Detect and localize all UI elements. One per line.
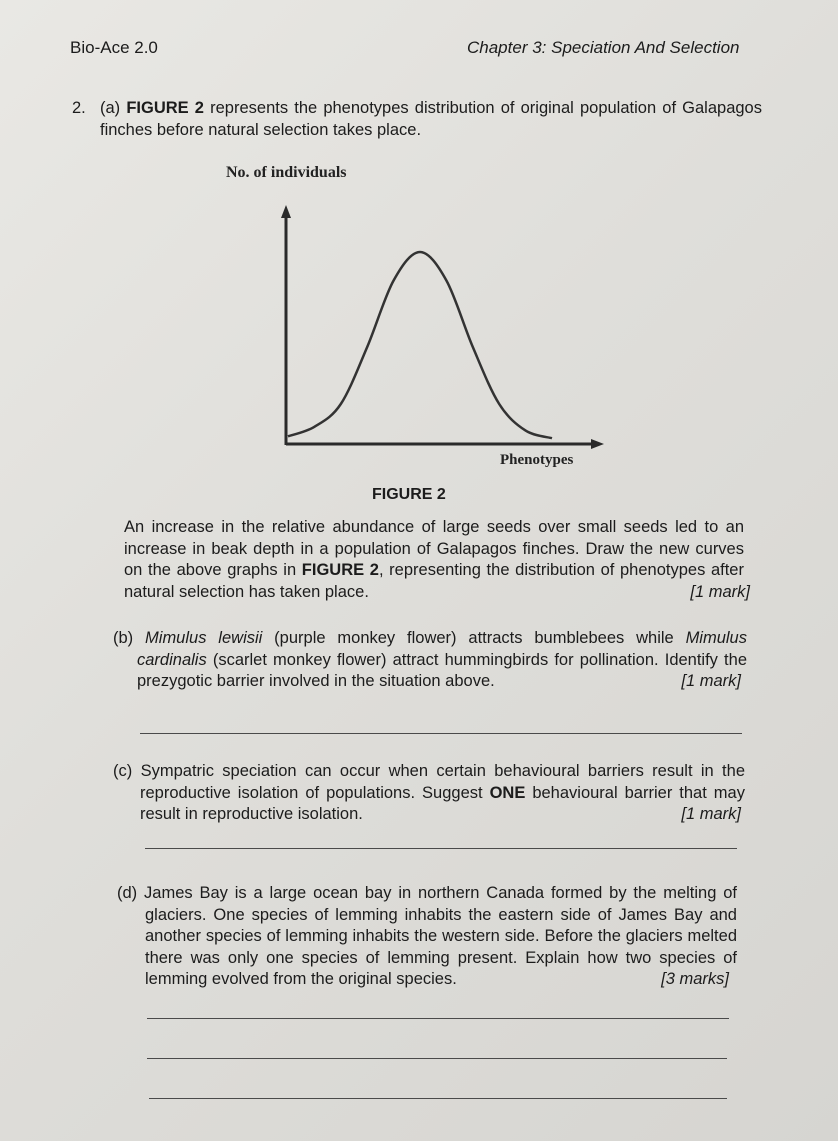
part-d-answer-line-1[interactable]: [147, 1018, 729, 1019]
part-c-text-1: Sympatric speciation can occur when certain behavioural barriers result in the reproductive isolation of populations. Suggest: [140, 762, 745, 802]
question-2-intro: [72, 98, 762, 141]
question-number: 2.: [72, 99, 86, 117]
part-a-marks: [1 mark]: [690, 583, 750, 601]
header-book-title: Bio-Ace 2.0: [70, 38, 158, 57]
part-b-answer-line[interactable]: [140, 733, 742, 734]
x-axis-label: Phenotypes: [500, 452, 574, 468]
part-c-text-2: behavioural barrier that may result in reproductive isolation.: [140, 783, 745, 823]
part-a-label: (a): [100, 99, 121, 117]
distribution-curve: [288, 252, 552, 438]
part-c-question: [113, 761, 745, 826]
part-d-label: (d): [117, 884, 138, 902]
part-a-question: [124, 517, 750, 603]
part-a-text-2: , representing the distribution of phenotypes after natural selection has taken place.: [124, 561, 744, 601]
part-d-question: [117, 883, 737, 991]
x-axis-arrow: [591, 439, 604, 449]
part-b-species-1: Mimulus lewisii: [145, 629, 263, 647]
part-c-label: (c): [113, 762, 133, 780]
part-c-answer-line[interactable]: [145, 848, 737, 849]
intro-text: represents the phenotypes distribution of original population of Galapagos finches before natural selection takes place.: [100, 99, 762, 139]
intro-figure-ref: FIGURE 2: [126, 99, 204, 117]
part-b-text-1: (purple monkey flower) attracts bumblebees while: [262, 629, 686, 647]
y-axis-label: No. of individuals: [226, 164, 347, 181]
part-d-answer-line-3[interactable]: [149, 1098, 727, 1099]
part-d-marks: [3 marks]: [661, 970, 729, 988]
part-b-question: [113, 628, 747, 693]
part-c-marks: [1 mark]: [681, 805, 741, 823]
y-axis-arrow: [281, 205, 291, 218]
part-c-bold-word: ONE: [489, 783, 526, 802]
part-b-marks: [1 mark]: [681, 672, 741, 690]
phenotype-distribution-chart: [200, 155, 620, 480]
part-a-text-1: An increase in the relative abundance of large seeds over small seeds led to an increase in beak depth in a population of Galapagos finches. Draw the new curves on the above graphs in: [124, 518, 744, 579]
part-b-text-2: (scarlet monkey flower) attract hummingbirds for pollination. Identify the prezygotic barrier involved in the situation above.: [137, 650, 747, 690]
part-d-answer-line-2[interactable]: [147, 1058, 727, 1059]
figure-caption: FIGURE 2: [372, 486, 446, 503]
part-a-figure-ref: FIGURE 2: [301, 561, 379, 579]
part-d-text: James Bay is a large ocean bay in northern Canada formed by the melting of glaciers. One species of lemming inhabits the eastern side of James Bay and another species of lemming inhabits the western side. Before the glaciers melted there was only one species of lemming present. Explain how two species of lemming evolved from the original species.: [144, 884, 737, 988]
part-b-species-2: Mimulus cardinalis: [137, 629, 747, 669]
part-b-label: (b): [113, 629, 134, 647]
header-chapter-title: Chapter 3: Speciation And Selection: [467, 38, 740, 57]
